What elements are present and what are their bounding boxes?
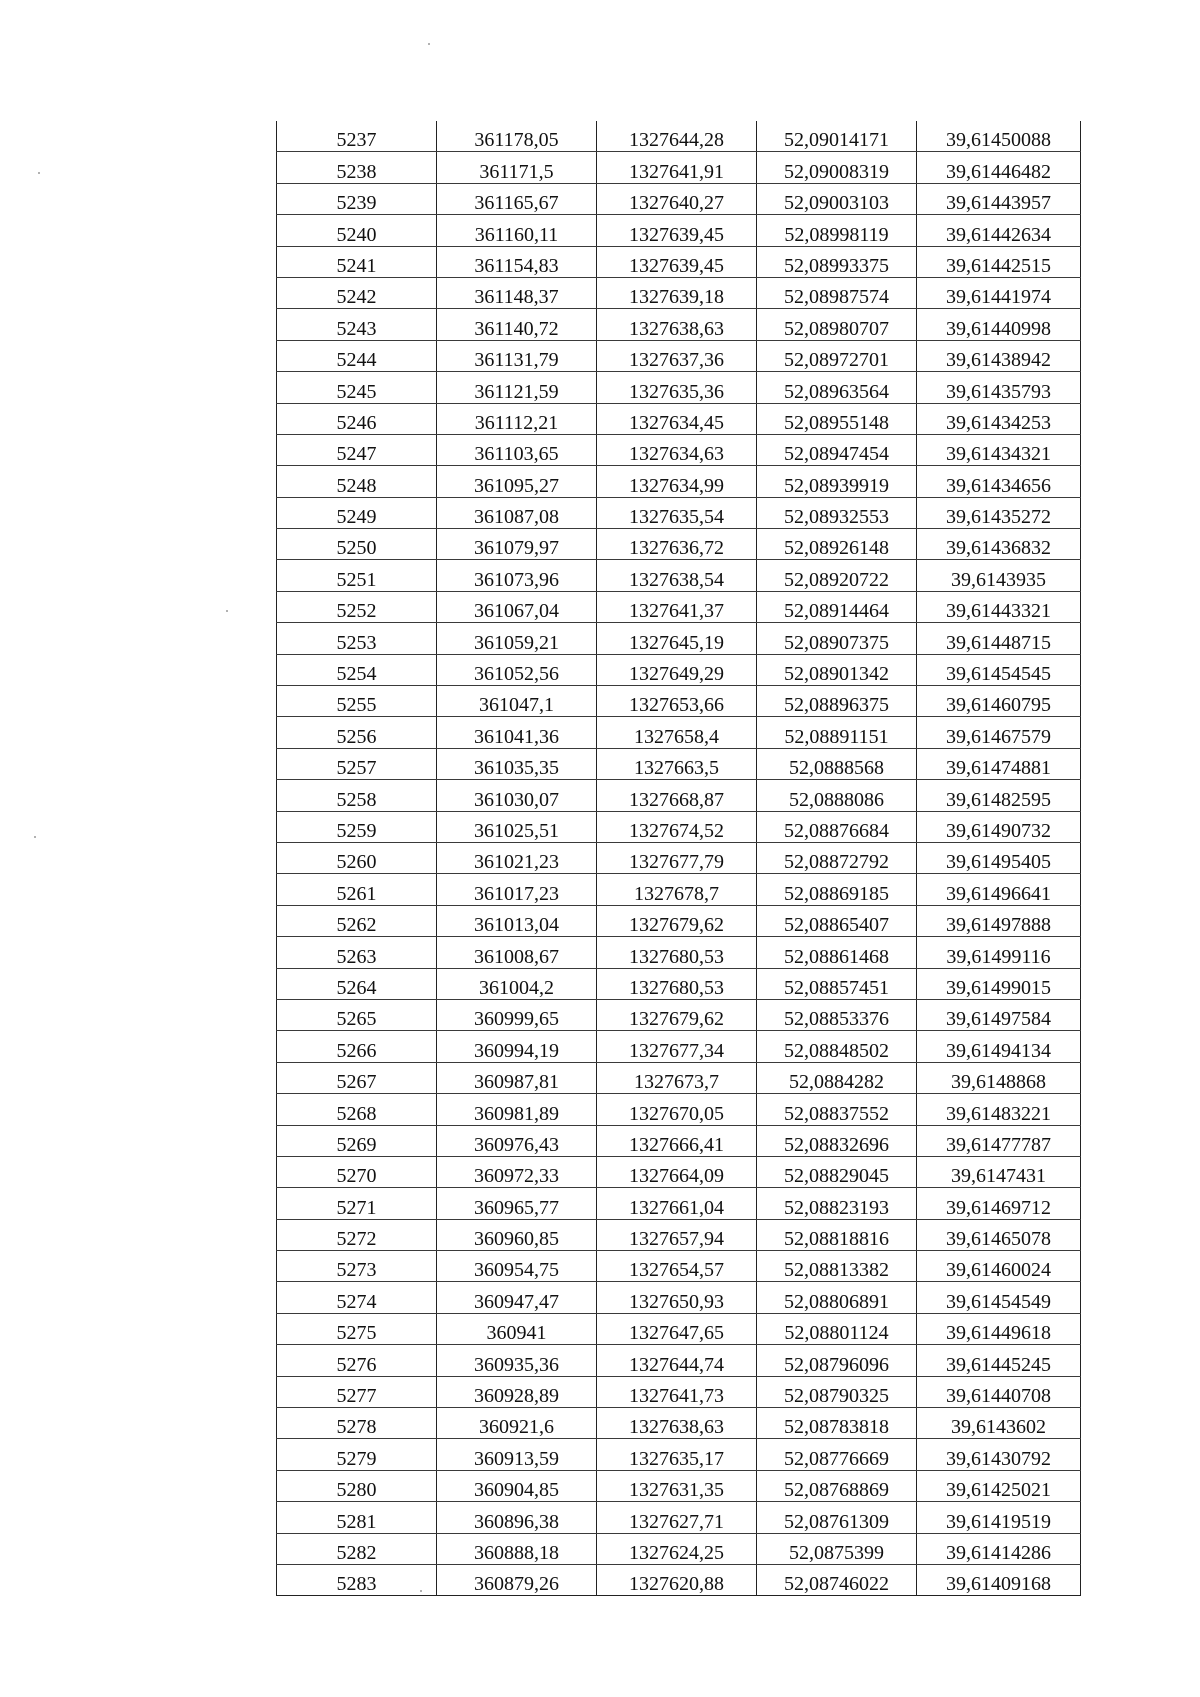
x-coordinate-cell: 360896,38 <box>437 1502 597 1533</box>
latitude-cell: 52,08813382 <box>757 1251 917 1282</box>
scan-speck <box>38 172 40 174</box>
y-coordinate-cell: 1327649,29 <box>597 654 757 685</box>
table-row <box>277 1470 1081 1501</box>
point-number-cell: 5262 <box>277 905 437 936</box>
latitude-cell: 52,08806891 <box>757 1282 917 1313</box>
latitude-cell: 52,08848502 <box>757 1031 917 1062</box>
table-row <box>277 937 1081 968</box>
y-coordinate-cell: 1327674,52 <box>597 811 757 842</box>
table-row <box>277 591 1081 622</box>
point-number-cell: 5274 <box>277 1282 437 1313</box>
longitude-cell: 39,61483221 <box>917 1094 1081 1125</box>
table-row <box>277 717 1081 748</box>
point-number-cell: 5280 <box>277 1470 437 1501</box>
y-coordinate-cell: 1327620,88 <box>597 1564 757 1595</box>
y-coordinate-cell: 1327657,94 <box>597 1219 757 1250</box>
table-row <box>277 309 1081 340</box>
point-number-cell: 5248 <box>277 466 437 497</box>
latitude-cell: 52,08746022 <box>757 1564 917 1595</box>
table-row <box>277 246 1081 277</box>
longitude-cell: 39,61419519 <box>917 1502 1081 1533</box>
latitude-cell: 52,08865407 <box>757 905 917 936</box>
point-number-cell: 5263 <box>277 937 437 968</box>
table-row <box>277 215 1081 246</box>
latitude-cell: 52,08907375 <box>757 623 917 654</box>
longitude-cell: 39,61496641 <box>917 874 1081 905</box>
y-coordinate-cell: 1327680,53 <box>597 968 757 999</box>
longitude-cell: 39,61441974 <box>917 277 1081 308</box>
table-row <box>277 874 1081 905</box>
point-number-cell: 5243 <box>277 309 437 340</box>
x-coordinate-cell: 360981,89 <box>437 1094 597 1125</box>
latitude-cell: 52,08837552 <box>757 1094 917 1125</box>
x-coordinate-cell: 361140,72 <box>437 309 597 340</box>
x-coordinate-cell: 360913,59 <box>437 1439 597 1470</box>
table-row <box>277 968 1081 999</box>
x-coordinate-cell: 361059,21 <box>437 623 597 654</box>
point-number-cell: 5239 <box>277 183 437 214</box>
y-coordinate-cell: 1327635,54 <box>597 497 757 528</box>
latitude-cell: 52,08801124 <box>757 1313 917 1344</box>
longitude-cell: 39,61494134 <box>917 1031 1081 1062</box>
longitude-cell: 39,61409168 <box>917 1564 1081 1595</box>
latitude-cell: 52,08768869 <box>757 1470 917 1501</box>
point-number-cell: 5258 <box>277 780 437 811</box>
latitude-cell: 52,08829045 <box>757 1156 917 1187</box>
longitude-cell: 39,61443957 <box>917 183 1081 214</box>
longitude-cell: 39,61469712 <box>917 1188 1081 1219</box>
latitude-cell: 52,08861468 <box>757 937 917 968</box>
x-coordinate-cell: 360960,85 <box>437 1219 597 1250</box>
table-row <box>277 905 1081 936</box>
latitude-cell: 52,08955148 <box>757 403 917 434</box>
point-number-cell: 5272 <box>277 1219 437 1250</box>
latitude-cell: 52,08818816 <box>757 1219 917 1250</box>
table-row <box>277 560 1081 591</box>
latitude-cell: 52,08914464 <box>757 591 917 622</box>
longitude-cell: 39,61460024 <box>917 1251 1081 1282</box>
latitude-cell: 52,08998119 <box>757 215 917 246</box>
point-number-cell: 5253 <box>277 623 437 654</box>
y-coordinate-cell: 1327638,63 <box>597 309 757 340</box>
longitude-cell: 39,61425021 <box>917 1470 1081 1501</box>
x-coordinate-cell: 360947,47 <box>437 1282 597 1313</box>
point-number-cell: 5261 <box>277 874 437 905</box>
table-row <box>277 466 1081 497</box>
point-number-cell: 5254 <box>277 654 437 685</box>
point-number-cell: 5268 <box>277 1094 437 1125</box>
longitude-cell: 39,61442634 <box>917 215 1081 246</box>
scan-speck <box>420 1590 422 1592</box>
y-coordinate-cell: 1327647,65 <box>597 1313 757 1344</box>
table-row <box>277 1564 1081 1595</box>
longitude-cell: 39,61454545 <box>917 654 1081 685</box>
longitude-cell: 39,61465078 <box>917 1219 1081 1250</box>
longitude-cell: 39,61497888 <box>917 905 1081 936</box>
point-number-cell: 5270 <box>277 1156 437 1187</box>
point-number-cell: 5273 <box>277 1251 437 1282</box>
table-row <box>277 497 1081 528</box>
latitude-cell: 52,08790325 <box>757 1376 917 1407</box>
x-coordinate-cell: 361131,79 <box>437 340 597 371</box>
longitude-cell: 39,61436832 <box>917 529 1081 560</box>
point-number-cell: 5251 <box>277 560 437 591</box>
table-row <box>277 1094 1081 1125</box>
longitude-cell: 39,6143602 <box>917 1408 1081 1439</box>
longitude-cell: 39,6148868 <box>917 1062 1081 1093</box>
longitude-cell: 39,61482595 <box>917 780 1081 811</box>
point-number-cell: 5277 <box>277 1376 437 1407</box>
latitude-cell: 52,0888086 <box>757 780 917 811</box>
table-row <box>277 1345 1081 1376</box>
latitude-cell: 52,08832696 <box>757 1125 917 1156</box>
x-coordinate-cell: 360879,26 <box>437 1564 597 1595</box>
y-coordinate-cell: 1327653,66 <box>597 686 757 717</box>
longitude-cell: 39,61499116 <box>917 937 1081 968</box>
point-number-cell: 5266 <box>277 1031 437 1062</box>
latitude-cell: 52,08980707 <box>757 309 917 340</box>
table-row <box>277 654 1081 685</box>
longitude-cell: 39,61490732 <box>917 811 1081 842</box>
latitude-cell: 52,08857451 <box>757 968 917 999</box>
table-row <box>277 372 1081 403</box>
x-coordinate-cell: 361112,21 <box>437 403 597 434</box>
y-coordinate-cell: 1327639,45 <box>597 215 757 246</box>
x-coordinate-cell: 360987,81 <box>437 1062 597 1093</box>
point-number-cell: 5247 <box>277 434 437 465</box>
table-row <box>277 623 1081 654</box>
latitude-cell: 52,08939919 <box>757 466 917 497</box>
latitude-cell: 52,08876684 <box>757 811 917 842</box>
y-coordinate-cell: 1327661,04 <box>597 1188 757 1219</box>
y-coordinate-cell: 1327644,74 <box>597 1345 757 1376</box>
latitude-cell: 52,09008319 <box>757 152 917 183</box>
y-coordinate-cell: 1327677,34 <box>597 1031 757 1062</box>
x-coordinate-cell: 360928,89 <box>437 1376 597 1407</box>
y-coordinate-cell: 1327666,41 <box>597 1125 757 1156</box>
longitude-cell: 39,6147431 <box>917 1156 1081 1187</box>
y-coordinate-cell: 1327645,19 <box>597 623 757 654</box>
table-row <box>277 686 1081 717</box>
latitude-cell: 52,08776669 <box>757 1439 917 1470</box>
table-row <box>277 1188 1081 1219</box>
x-coordinate-cell: 361017,23 <box>437 874 597 905</box>
latitude-cell: 52,08993375 <box>757 246 917 277</box>
x-coordinate-cell: 360994,19 <box>437 1031 597 1062</box>
y-coordinate-cell: 1327624,25 <box>597 1533 757 1564</box>
y-coordinate-cell: 1327634,63 <box>597 434 757 465</box>
table-row <box>277 780 1081 811</box>
x-coordinate-cell: 361087,08 <box>437 497 597 528</box>
x-coordinate-cell: 360954,75 <box>437 1251 597 1282</box>
y-coordinate-cell: 1327639,45 <box>597 246 757 277</box>
x-coordinate-cell: 361052,56 <box>437 654 597 685</box>
table-row <box>277 403 1081 434</box>
y-coordinate-cell: 1327634,45 <box>597 403 757 434</box>
x-coordinate-cell: 361160,11 <box>437 215 597 246</box>
latitude-cell: 52,08963564 <box>757 372 917 403</box>
coordinates-table-body <box>277 121 1081 1596</box>
point-number-cell: 5278 <box>277 1408 437 1439</box>
x-coordinate-cell: 361148,37 <box>437 277 597 308</box>
latitude-cell: 52,09014171 <box>757 121 917 152</box>
latitude-cell: 52,08796096 <box>757 1345 917 1376</box>
point-number-cell: 5271 <box>277 1188 437 1219</box>
point-number-cell: 5246 <box>277 403 437 434</box>
x-coordinate-cell: 360972,33 <box>437 1156 597 1187</box>
latitude-cell: 52,0875399 <box>757 1533 917 1564</box>
x-coordinate-cell: 361013,04 <box>437 905 597 936</box>
longitude-cell: 39,61474881 <box>917 748 1081 779</box>
x-coordinate-cell: 361073,96 <box>437 560 597 591</box>
table-row <box>277 529 1081 560</box>
latitude-cell: 52,08853376 <box>757 999 917 1030</box>
y-coordinate-cell: 1327668,87 <box>597 780 757 811</box>
point-number-cell: 5260 <box>277 842 437 873</box>
y-coordinate-cell: 1327641,37 <box>597 591 757 622</box>
table-row <box>277 811 1081 842</box>
x-coordinate-cell: 361178,05 <box>437 121 597 152</box>
table-row <box>277 1439 1081 1470</box>
longitude-cell: 39,61440998 <box>917 309 1081 340</box>
scan-speck <box>226 610 228 612</box>
latitude-cell: 52,08872792 <box>757 842 917 873</box>
table-row <box>277 121 1081 152</box>
x-coordinate-cell: 360904,85 <box>437 1470 597 1501</box>
x-coordinate-cell: 361041,36 <box>437 717 597 748</box>
y-coordinate-cell: 1327679,62 <box>597 905 757 936</box>
y-coordinate-cell: 1327680,53 <box>597 937 757 968</box>
x-coordinate-cell: 361095,27 <box>437 466 597 497</box>
longitude-cell: 39,61499015 <box>917 968 1081 999</box>
longitude-cell: 39,61454549 <box>917 1282 1081 1313</box>
table-row <box>277 842 1081 873</box>
x-coordinate-cell: 361154,83 <box>437 246 597 277</box>
longitude-cell: 39,61434656 <box>917 466 1081 497</box>
y-coordinate-cell: 1327641,91 <box>597 152 757 183</box>
point-number-cell: 5240 <box>277 215 437 246</box>
x-coordinate-cell: 361025,51 <box>437 811 597 842</box>
point-number-cell: 5267 <box>277 1062 437 1093</box>
longitude-cell: 39,61414286 <box>917 1533 1081 1564</box>
y-coordinate-cell: 1327637,36 <box>597 340 757 371</box>
y-coordinate-cell: 1327677,79 <box>597 842 757 873</box>
latitude-cell: 52,09003103 <box>757 183 917 214</box>
x-coordinate-cell: 360976,43 <box>437 1125 597 1156</box>
longitude-cell: 39,61449618 <box>917 1313 1081 1344</box>
latitude-cell: 52,08761309 <box>757 1502 917 1533</box>
longitude-cell: 39,61443321 <box>917 591 1081 622</box>
latitude-cell: 52,08920722 <box>757 560 917 591</box>
latitude-cell: 52,08987574 <box>757 277 917 308</box>
x-coordinate-cell: 361079,97 <box>437 529 597 560</box>
point-number-cell: 5238 <box>277 152 437 183</box>
x-coordinate-cell: 361171,5 <box>437 152 597 183</box>
point-number-cell: 5250 <box>277 529 437 560</box>
longitude-cell: 39,61445245 <box>917 1345 1081 1376</box>
point-number-cell: 5252 <box>277 591 437 622</box>
table-row <box>277 1156 1081 1187</box>
y-coordinate-cell: 1327639,18 <box>597 277 757 308</box>
table-row <box>277 1533 1081 1564</box>
x-coordinate-cell: 361103,65 <box>437 434 597 465</box>
x-coordinate-cell: 361030,07 <box>437 780 597 811</box>
longitude-cell: 39,61460795 <box>917 686 1081 717</box>
x-coordinate-cell: 360935,36 <box>437 1345 597 1376</box>
latitude-cell: 52,0884282 <box>757 1062 917 1093</box>
table-row <box>277 1313 1081 1344</box>
longitude-cell: 39,61497584 <box>917 999 1081 1030</box>
longitude-cell: 39,61495405 <box>917 842 1081 873</box>
table-row <box>277 434 1081 465</box>
latitude-cell: 52,08972701 <box>757 340 917 371</box>
table-row <box>277 1282 1081 1313</box>
x-coordinate-cell: 361004,2 <box>437 968 597 999</box>
point-number-cell: 5259 <box>277 811 437 842</box>
point-number-cell: 5279 <box>277 1439 437 1470</box>
y-coordinate-cell: 1327650,93 <box>597 1282 757 1313</box>
y-coordinate-cell: 1327640,27 <box>597 183 757 214</box>
longitude-cell: 39,61467579 <box>917 717 1081 748</box>
y-coordinate-cell: 1327658,4 <box>597 717 757 748</box>
longitude-cell: 39,61440708 <box>917 1376 1081 1407</box>
scan-speck <box>428 43 430 45</box>
point-number-cell: 5265 <box>277 999 437 1030</box>
longitude-cell: 39,61438942 <box>917 340 1081 371</box>
longitude-cell: 39,61435272 <box>917 497 1081 528</box>
x-coordinate-cell: 361047,1 <box>437 686 597 717</box>
y-coordinate-cell: 1327638,54 <box>597 560 757 591</box>
x-coordinate-cell: 361008,67 <box>437 937 597 968</box>
latitude-cell: 52,08869185 <box>757 874 917 905</box>
table-row <box>277 1125 1081 1156</box>
longitude-cell: 39,61442515 <box>917 246 1081 277</box>
latitude-cell: 52,0888568 <box>757 748 917 779</box>
x-coordinate-cell: 360888,18 <box>437 1533 597 1564</box>
latitude-cell: 52,08947454 <box>757 434 917 465</box>
point-number-cell: 5249 <box>277 497 437 528</box>
point-number-cell: 5283 <box>277 1564 437 1595</box>
x-coordinate-cell: 361067,04 <box>437 591 597 622</box>
y-coordinate-cell: 1327627,71 <box>597 1502 757 1533</box>
table-row <box>277 1251 1081 1282</box>
point-number-cell: 5282 <box>277 1533 437 1564</box>
y-coordinate-cell: 1327636,72 <box>597 529 757 560</box>
x-coordinate-cell: 360921,6 <box>437 1408 597 1439</box>
y-coordinate-cell: 1327638,63 <box>597 1408 757 1439</box>
table-row <box>277 1062 1081 1093</box>
latitude-cell: 52,08823193 <box>757 1188 917 1219</box>
x-coordinate-cell: 360999,65 <box>437 999 597 1030</box>
x-coordinate-cell: 361035,35 <box>437 748 597 779</box>
point-number-cell: 5241 <box>277 246 437 277</box>
latitude-cell: 52,08932553 <box>757 497 917 528</box>
x-coordinate-cell: 360941 <box>437 1313 597 1344</box>
point-number-cell: 5237 <box>277 121 437 152</box>
point-number-cell: 5281 <box>277 1502 437 1533</box>
scan-speck <box>34 836 36 838</box>
point-number-cell: 5275 <box>277 1313 437 1344</box>
table-row <box>277 999 1081 1030</box>
longitude-cell: 39,61430792 <box>917 1439 1081 1470</box>
y-coordinate-cell: 1327644,28 <box>597 121 757 152</box>
longitude-cell: 39,61450088 <box>917 121 1081 152</box>
table-row <box>277 277 1081 308</box>
longitude-cell: 39,6143935 <box>917 560 1081 591</box>
point-number-cell: 5242 <box>277 277 437 308</box>
table-row <box>277 1408 1081 1439</box>
point-number-cell: 5244 <box>277 340 437 371</box>
y-coordinate-cell: 1327678,7 <box>597 874 757 905</box>
y-coordinate-cell: 1327664,09 <box>597 1156 757 1187</box>
latitude-cell: 52,08926148 <box>757 529 917 560</box>
table-row <box>277 152 1081 183</box>
y-coordinate-cell: 1327635,36 <box>597 372 757 403</box>
longitude-cell: 39,61448715 <box>917 623 1081 654</box>
table-row <box>277 1376 1081 1407</box>
y-coordinate-cell: 1327663,5 <box>597 748 757 779</box>
point-number-cell: 5257 <box>277 748 437 779</box>
longitude-cell: 39,61446482 <box>917 152 1081 183</box>
table-row <box>277 748 1081 779</box>
y-coordinate-cell: 1327631,35 <box>597 1470 757 1501</box>
longitude-cell: 39,61477787 <box>917 1125 1081 1156</box>
latitude-cell: 52,08783818 <box>757 1408 917 1439</box>
y-coordinate-cell: 1327635,17 <box>597 1439 757 1470</box>
latitude-cell: 52,08896375 <box>757 686 917 717</box>
table-row <box>277 340 1081 371</box>
longitude-cell: 39,61434253 <box>917 403 1081 434</box>
point-number-cell: 5245 <box>277 372 437 403</box>
y-coordinate-cell: 1327641,73 <box>597 1376 757 1407</box>
point-number-cell: 5269 <box>277 1125 437 1156</box>
y-coordinate-cell: 1327673,7 <box>597 1062 757 1093</box>
y-coordinate-cell: 1327634,99 <box>597 466 757 497</box>
y-coordinate-cell: 1327670,05 <box>597 1094 757 1125</box>
table-row <box>277 1031 1081 1062</box>
x-coordinate-cell: 361121,59 <box>437 372 597 403</box>
table-row <box>277 1502 1081 1533</box>
point-number-cell: 5255 <box>277 686 437 717</box>
table-row <box>277 183 1081 214</box>
x-coordinate-cell: 361021,23 <box>437 842 597 873</box>
x-coordinate-cell: 361165,67 <box>437 183 597 214</box>
y-coordinate-cell: 1327654,57 <box>597 1251 757 1282</box>
point-number-cell: 5276 <box>277 1345 437 1376</box>
longitude-cell: 39,61434321 <box>917 434 1081 465</box>
point-number-cell: 5264 <box>277 968 437 999</box>
coordinates-table <box>276 121 1081 1596</box>
y-coordinate-cell: 1327679,62 <box>597 999 757 1030</box>
table-row <box>277 1219 1081 1250</box>
x-coordinate-cell: 360965,77 <box>437 1188 597 1219</box>
point-number-cell: 5256 <box>277 717 437 748</box>
latitude-cell: 52,08891151 <box>757 717 917 748</box>
latitude-cell: 52,08901342 <box>757 654 917 685</box>
longitude-cell: 39,61435793 <box>917 372 1081 403</box>
